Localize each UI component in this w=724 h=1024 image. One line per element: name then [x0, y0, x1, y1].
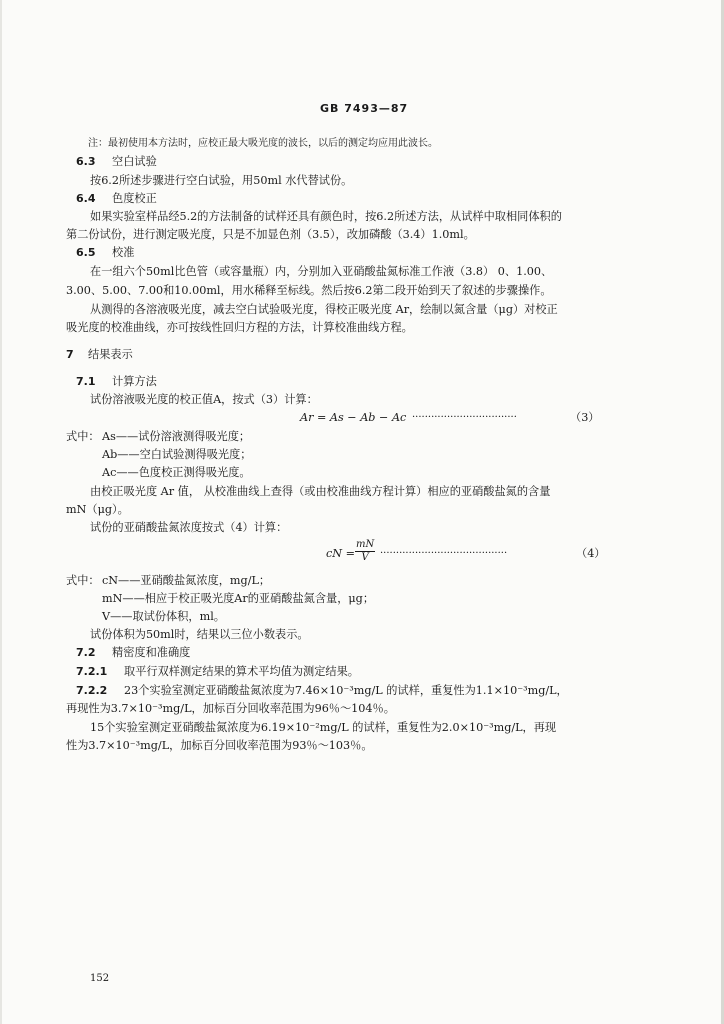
equation-4-fraction — [355, 539, 375, 564]
equation-4-leader: ········································ — [380, 548, 508, 559]
section-6-4-line1: 如果实验室样品经5.2的方法制备的试样还具有颜色时，按6.2所述方法，从试样中取相同体积的 — [90, 210, 562, 223]
section-6-3-title: 空白试验 — [112, 155, 157, 168]
section-6-5-line2: 3.00、5.00、7.00和10.00ml，用水稀释至标线。然后按6.2第二段开始到天了叙述的步骤操作。 — [66, 284, 552, 297]
section-6-4-number: 6.4 — [76, 192, 96, 205]
section-6-5-line4: 吸光度的校准曲线，亦可按线性回归方程的方法，计算校准曲线方程。 — [66, 321, 413, 334]
equation-4-lhs: cN = — [326, 547, 355, 560]
section-6-4-line2: 第二份试份，进行测定吸光度，只是不加显色剂（3.5），改加磷酸（3.4）1.0ml。 — [66, 228, 475, 241]
definition-ac: Ac——色度校正测得吸光度。 — [102, 466, 251, 479]
paragraph-1-line2: mN（μg）。 — [66, 503, 129, 516]
section-6-3-body: 按6.2所述步骤进行空白试验，用50ml 水代替试份。 — [90, 174, 353, 187]
section-7-2-number: 7.2 — [76, 646, 96, 659]
where-label-1: 式中： — [66, 430, 100, 443]
section-7-2-title: 精密度和准确度 — [112, 646, 191, 659]
note-text: 注：最初使用本方法时，应校正最大吸光度的波长，以后的测定均应用此波长。 — [88, 138, 438, 149]
section-6-5-number: 6.5 — [76, 246, 96, 259]
section-7-2-2-line1: 23个实验室测定亚硝酸盐氮浓度为7.46×10⁻³mg/L 的试样，重复性为1.1×10⁻³mg/L， — [124, 684, 568, 697]
definition-cn: cN——亚硝酸盐氮浓度，mg/L； — [102, 574, 271, 587]
page-edge-left — [0, 0, 2, 1024]
paragraph-1-line1: 由校正吸光度 Ar 值， 从校准曲线上查得（或由校准曲线方程计算）相应的亚硝酸盐氮的含量 — [90, 485, 551, 498]
section-7-2-2-line2: 再现性为3.7×10⁻³mg/L，加标百分回收率范围为96％～104％。 — [66, 702, 395, 715]
section-6-5-line1: 在一组六个50ml比色管（或容量瓶）内，分别加入亚硝酸盐氮标准工作液（3.8） 0、1.00、 — [90, 265, 553, 278]
equation-3-leader: ································· — [412, 412, 517, 423]
equation-4-label: （4） — [576, 547, 606, 560]
definition-mn: mN——相应于校正吸光度Ar的亚硝酸盐氮含量，μg； — [102, 592, 375, 605]
section-6-5-line3: 从测得的各溶液吸光度，减去空白试验吸光度，得校正吸光度 Ar，绘制以氮含量（μg）对校正 — [90, 303, 558, 316]
equation-4-numerator: mN — [356, 539, 375, 550]
section-7-2-1-text: 取平行双样测定结果的算术平均值为测定结果。 — [124, 665, 359, 678]
section-7-1-intro: 试份溶液吸光度的校正值A，按式（3）计算： — [90, 393, 318, 406]
section-7-number: 7 — [66, 348, 74, 361]
page-number: 152 — [90, 973, 110, 984]
header-standard-number: GB 7493—87 — [320, 102, 409, 115]
section-6-4-title: 色度校正 — [112, 192, 157, 205]
equation-3: Ar = As − Ab − Ac — [300, 411, 407, 424]
where-label-2: 式中： — [66, 574, 100, 587]
section-7-1-title: 计算方法 — [112, 375, 157, 388]
equation-3-label: （3） — [570, 411, 600, 424]
section-7-2-1-number: 7.2.1 — [76, 665, 108, 678]
final-statement: 试份体积为50ml时，结果以三位小数表示。 — [90, 628, 309, 641]
definition-v: V——取试份体积，ml。 — [102, 610, 225, 623]
definition-as: As——试份溶液测得吸光度； — [102, 430, 251, 443]
paragraph-lab15-line1: 15个实验室测定亚硝酸盐氮浓度为6.19×10⁻²mg/L 的试样，重复性为2.0×10⁻³mg/L，再现 — [90, 721, 557, 734]
paragraph-2: 试份的亚硝酸盐氮浓度按式（4）计算： — [90, 521, 288, 534]
paragraph-lab15-line2: 性为3.7×10⁻³mg/L，加标百分回收率范围为93％～103％。 — [66, 739, 373, 752]
equation-4-denominator: V — [361, 552, 369, 563]
section-6-5-title: 校准 — [112, 246, 135, 259]
section-6-3-number: 6.3 — [76, 155, 96, 168]
section-7-title: 结果表示 — [88, 348, 133, 361]
section-7-2-2-number: 7.2.2 — [76, 684, 108, 697]
definition-ab: Ab——空白试验测得吸光度； — [102, 448, 252, 461]
section-7-1-number: 7.1 — [76, 375, 96, 388]
